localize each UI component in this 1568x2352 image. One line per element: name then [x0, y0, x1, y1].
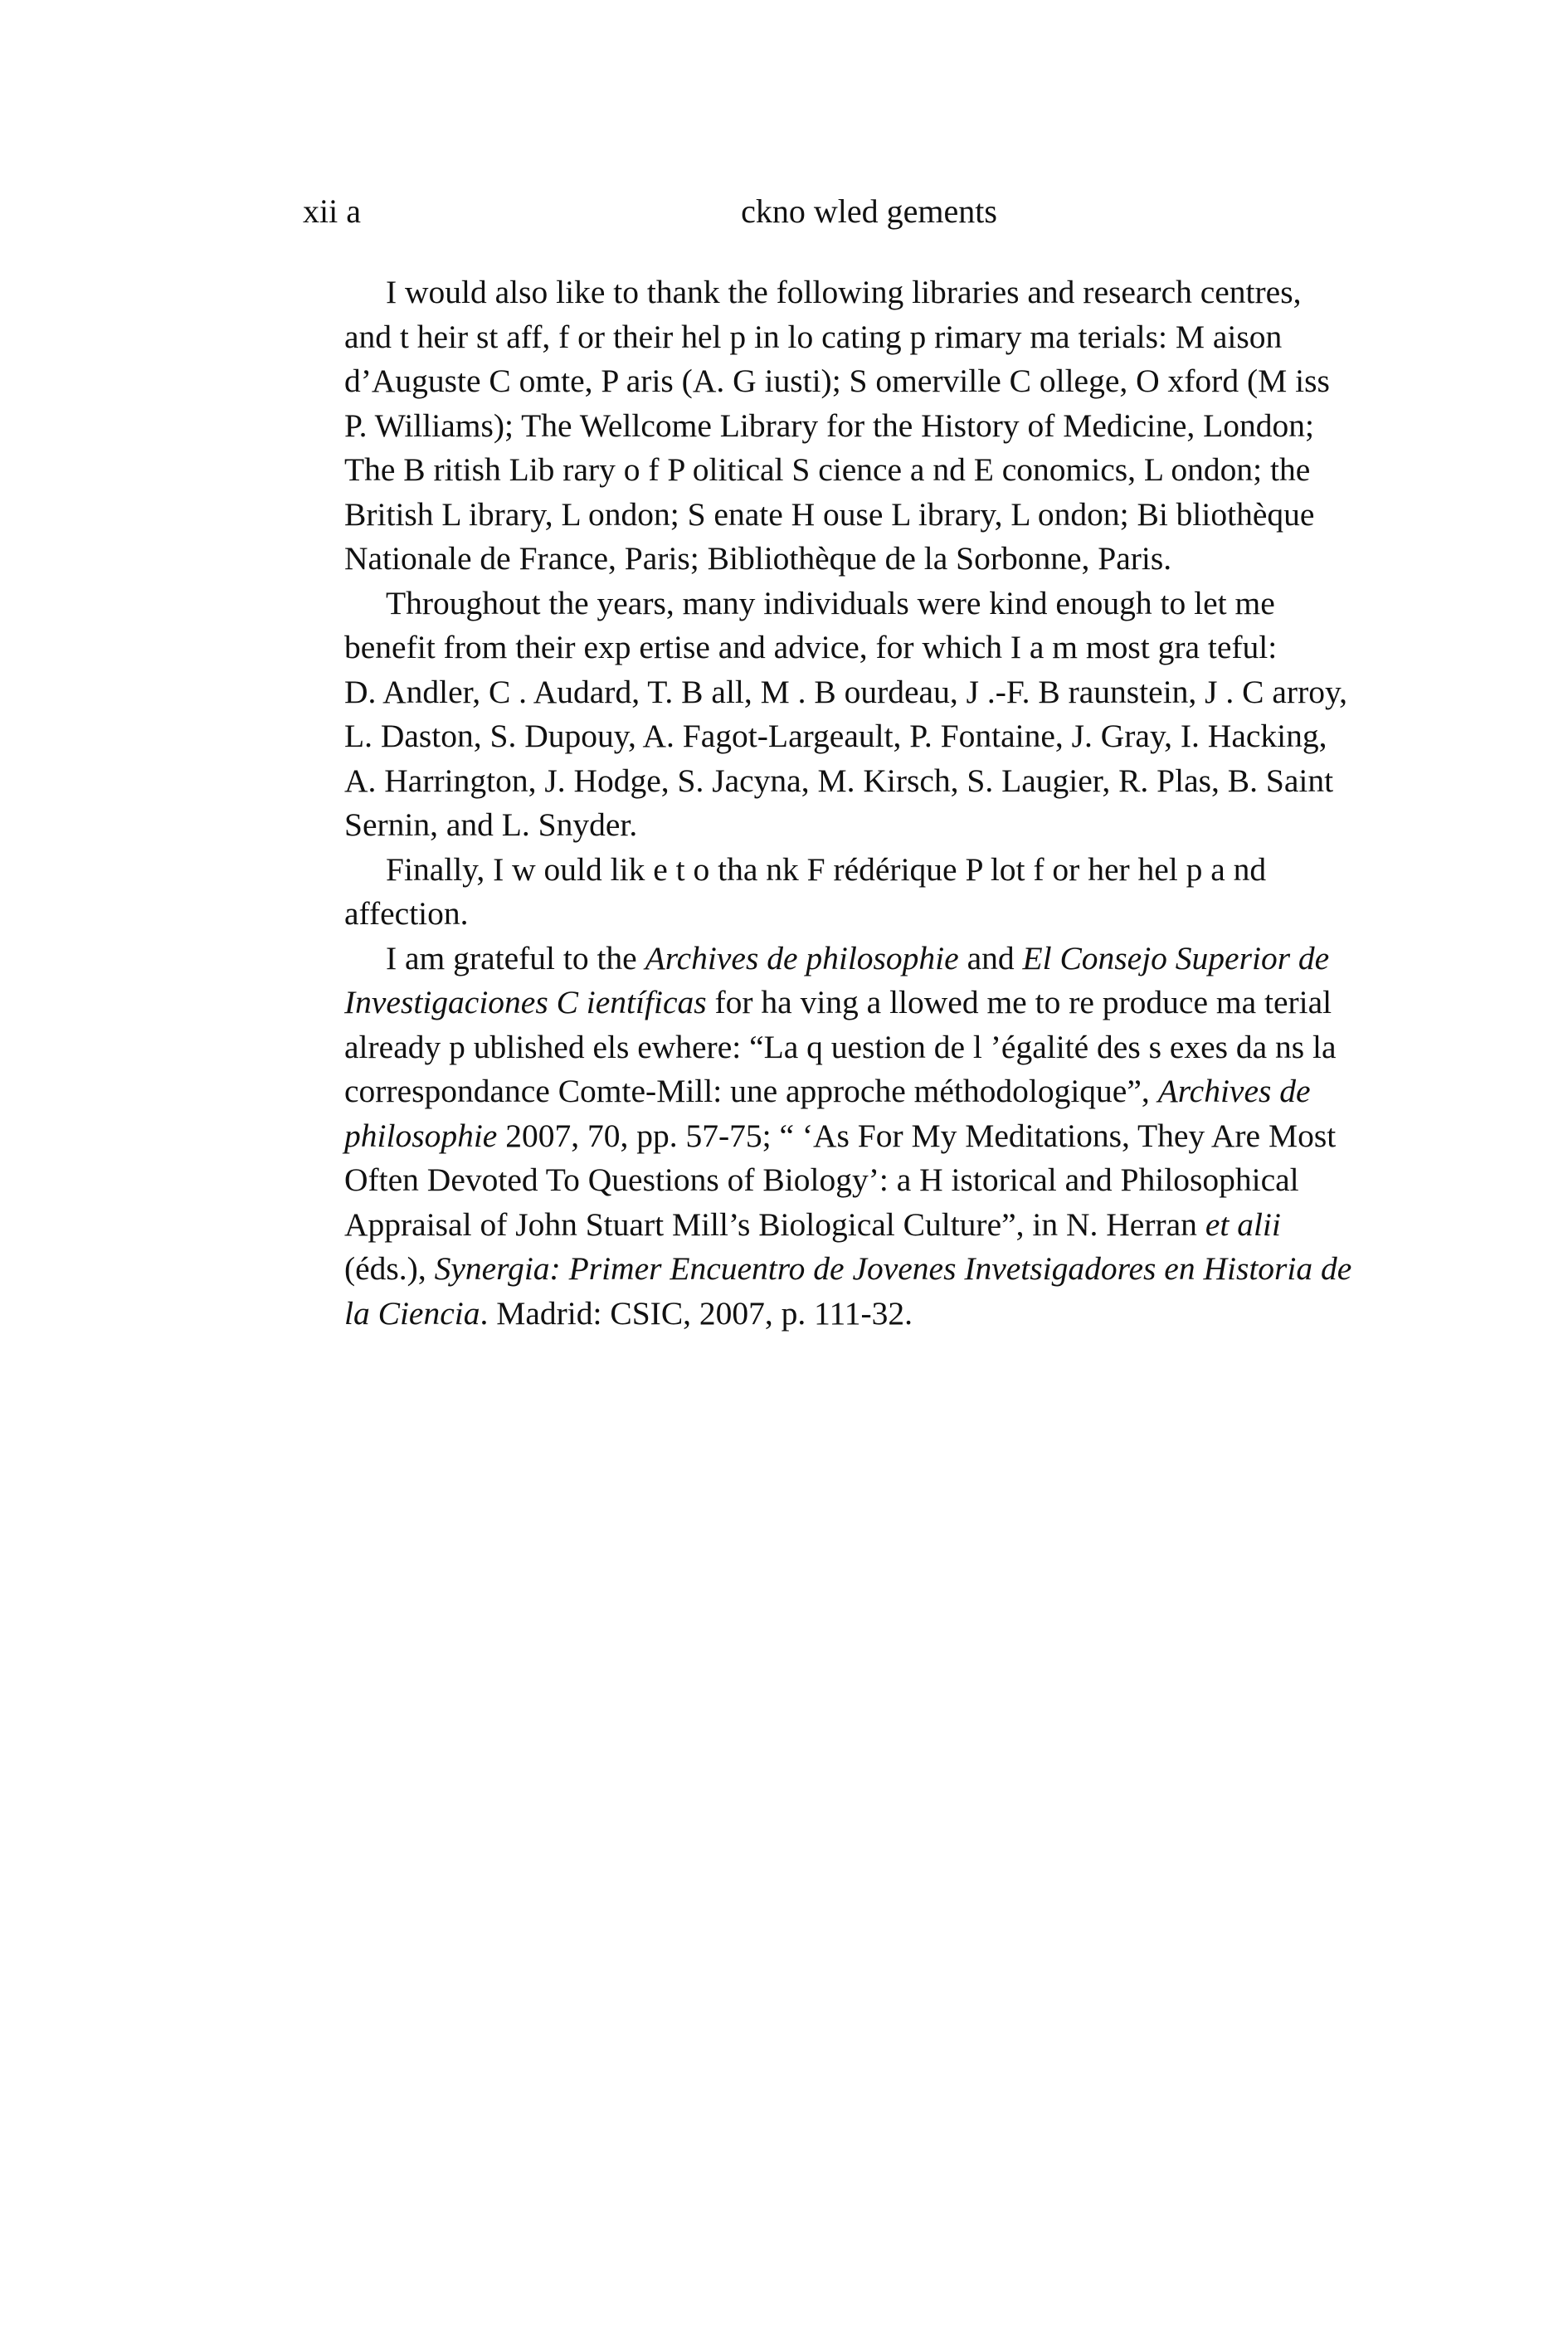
journal-title: Archives de — [1157, 1073, 1311, 1109]
paragraph-individuals — [303, 582, 1369, 848]
section-title: ckno wled gements — [741, 192, 997, 230]
institution-name: Investigaciones C ientíficas — [344, 984, 707, 1020]
acknowledgements-text — [303, 270, 1369, 1336]
text-line — [303, 981, 1369, 1025]
text-line: A. Harrington, J. Hodge, S. Jacyna, M. Kirsch, S. Laugier, R. Plas, B. Saint — [344, 762, 1334, 799]
text-line: already p ublished els ewhere: “La q uestion de l ’égalité des s exes da ns la — [344, 1028, 1337, 1065]
text-line — [303, 1292, 1369, 1337]
text-line: Throughout the years, many individuals were kind enough to let me — [386, 584, 1275, 621]
text-line: P. Williams); The Wellcome Library for the History of Medicine, London; — [344, 407, 1315, 444]
text-line: The B ritish Lib rary o f P olitical S cience a nd E conomics, L ondon; the — [344, 451, 1311, 488]
line-text: . Madrid: CSIC, 2007, p. 111-32. — [480, 1294, 913, 1332]
line-text: and — [958, 939, 1023, 976]
text-line: and t heir st aff, f or their hel p in lo cating p rimary ma terials: M aison — [344, 318, 1283, 355]
text-line: British L ibrary, L ondon; S enate H ouse L ibrary, L ondon; Bi bliothèque — [344, 495, 1315, 533]
text-line: Finally, I w ould lik e t o tha nk F rédérique P lot f or her hel p a nd — [386, 850, 1267, 888]
line-text: 2007, 70, pp. 57-75; “ ‘As For My Meditations, They Are Most — [497, 1117, 1337, 1154]
text-line: d’Auguste C omte, P aris (A. G iusti); S omerville C ollege, O xford (M iss — [344, 363, 1330, 399]
journal-title: Archives de philosophie — [645, 939, 959, 976]
book-title: la Ciencia — [344, 1294, 480, 1332]
paragraph-permissions — [303, 937, 1369, 1337]
text-line: affection. — [344, 895, 469, 932]
text-line: I would also like to thank the following libraries and research centres, — [386, 274, 1302, 310]
line-text: (éds.), — [344, 1250, 435, 1287]
running-head — [303, 187, 1369, 236]
text-line: benefit from their exp ertise and advice, for which I a m most gra teful: — [344, 629, 1278, 665]
text-line: Nationale de France, Paris; Bibliothèque de la Sorbonne, Paris. — [344, 540, 1172, 577]
line-text: Appraisal of John Stuart Mill’s Biological Culture”, in N. Herran — [344, 1205, 1205, 1243]
line-text: for ha ving a llowed me to re produce ma terial — [706, 984, 1332, 1020]
paragraph-frederique — [303, 848, 1369, 937]
institution-name: El Consejo Superior de — [1022, 939, 1330, 976]
paragraph-libraries — [303, 270, 1369, 582]
text-line: Sernin, and L. Snyder. — [344, 806, 638, 843]
page-number: xii a — [303, 192, 361, 230]
text-line: Often Devoted To Questions of Biology’: a H istorical and Philosophical — [344, 1161, 1299, 1198]
text-line — [303, 1114, 1369, 1159]
text-line — [303, 1203, 1369, 1248]
text-line: D. Andler, C . Audard, T. B all, M . B ourdeau, J .-F. B raunstein, J . C arroy, — [344, 673, 1348, 710]
text-line: L. Daston, S. Dupouy, A. Fagot-Largeault, P. Fontaine, J. Gray, I. Hacking, — [344, 718, 1327, 754]
text-line — [303, 1247, 1369, 1292]
line-text: correspondance Comte-Mill: une approche méthodologique”, — [344, 1073, 1158, 1109]
text-line — [303, 1069, 1369, 1114]
line-text: I am grateful to the — [386, 939, 645, 976]
book-title: Synergia: Primer Encuentro de Jovenes Invetsigadores en Historia de — [434, 1250, 1352, 1287]
journal-title: philosophie — [344, 1117, 498, 1154]
text-line — [303, 937, 1369, 981]
latin-phrase: et alii — [1205, 1205, 1281, 1243]
